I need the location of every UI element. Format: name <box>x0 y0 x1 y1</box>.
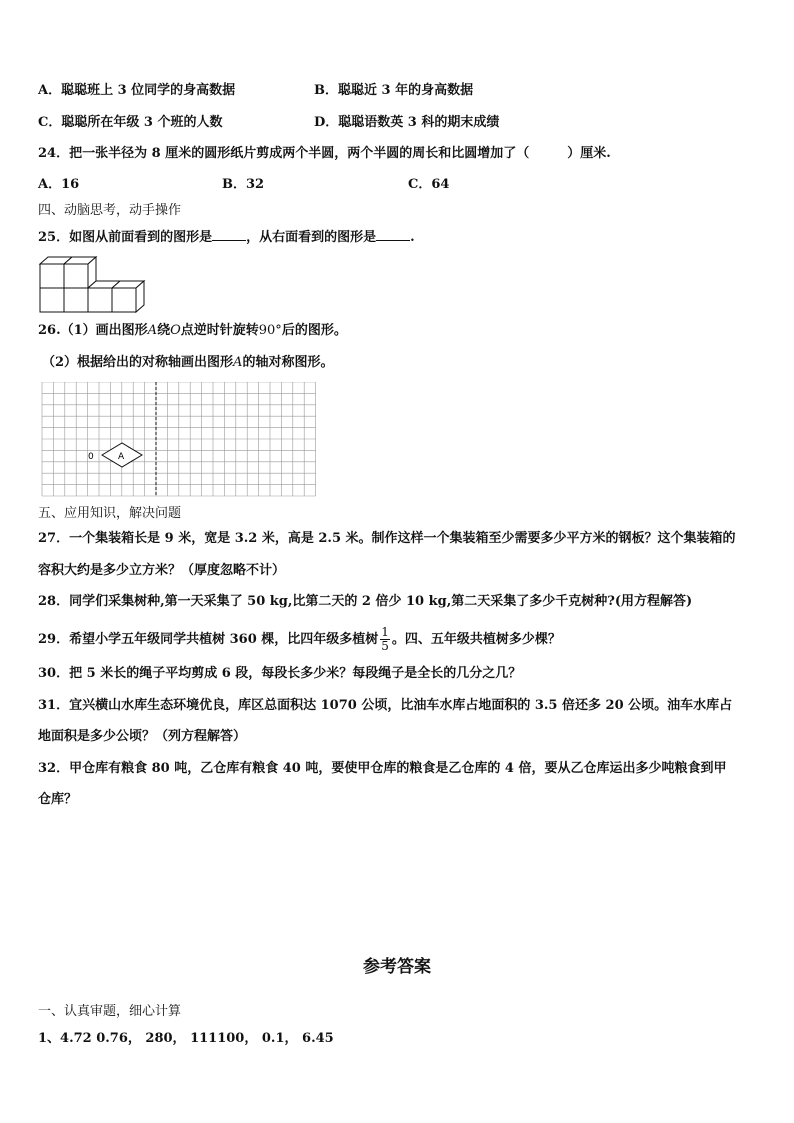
q23-option-d: D．聪聪语数英 3 科的期末成绩 <box>314 115 500 130</box>
q26-text: 点逆时针旋转 <box>180 323 259 338</box>
fraction-denominator: 5 <box>381 639 389 653</box>
cube-figure <box>36 254 152 316</box>
q26-part1 <box>38 322 347 340</box>
q29-part1: 29．希望小学五年级同学共植树 360 棵，比四年级多植树 <box>38 632 379 647</box>
q24-option-a: A．16 <box>38 177 80 192</box>
q32-line1: 32．甲仓库有粮食 80 吨，乙仓库有粮食 40 吨，要使甲仓库的粮食是乙仓库的 4 倍，要从乙仓库运出多少吨粮食到甲 <box>38 761 727 776</box>
grid-point-label: 0 <box>88 452 94 462</box>
q28-question: 28．同学们采集树种,第一天采集了 50 kg,比第二天的 2 倍少 10 kg,第二天采集了多少千克树种?(用方程解答) <box>38 594 693 609</box>
q26-text: （2）根据给出的对称轴画出图形 <box>42 355 234 370</box>
grid-shape-label: A <box>118 452 125 462</box>
fraction-numerator: 1 <box>381 625 389 639</box>
q27-line1: 27．一个集装箱长是 9 米，宽是 3.2 米，高是 2.5 米。制作这样一个集装箱至少需要多少平方米的钢板？这个集装箱的 <box>38 531 736 546</box>
q24-text-after: ）厘米. <box>567 146 611 161</box>
q26-text: 绕 <box>157 323 171 338</box>
q24-question <box>38 145 611 163</box>
q29-part2: 。四、五年级共植树多少棵？ <box>391 632 561 647</box>
q24-text-before: 24．把一张半径为 8 厘米的圆形纸片剪成两个半圆，两个半圆的周长和比圆增加了（ <box>38 146 530 161</box>
q23-option-c: C．聪聪所在年级 3 个班的人数 <box>38 115 223 130</box>
q23-option-a: A．聪聪班上 3 位同学的身高数据 <box>38 83 236 98</box>
q24-option-c: C．64 <box>408 177 450 192</box>
shape-a-label: A <box>147 323 158 338</box>
q25-part1: 25．如图从前面看到的图形是 <box>38 230 213 245</box>
q26-part2 <box>42 354 333 372</box>
fraction <box>380 626 390 653</box>
shape-a-label: A <box>233 355 243 370</box>
q25-part2: ，从右面看到的图形是 <box>246 230 377 245</box>
q26-text: 26.（1）画出图形 <box>38 323 148 338</box>
answers-section-1-heading: 一、认真审题，细心计算 <box>38 1004 182 1019</box>
q27-line2: 容积大约是多少立方米？（厚度忽略不计） <box>38 563 286 578</box>
q25-question <box>38 228 415 247</box>
grid-figure <box>40 382 316 500</box>
angle-value: 90° <box>258 323 282 338</box>
section-4-heading: 四、动脑思考，动手操作 <box>38 203 182 218</box>
q31-line2: 地面积是多少公顷？（列方程解答） <box>38 729 247 744</box>
q32-line2: 仓库？ <box>38 792 78 807</box>
q23-option-b: B．聪聪近 3 年的身高数据 <box>314 83 474 98</box>
q24-option-b: B．32 <box>222 177 265 192</box>
q26-text: 后的图形。 <box>281 323 347 338</box>
q31-line1: 31．宜兴横山水库生态环境优良，库区总面积达 1070 公顷，比油车水库占地面积的 3.5 倍还多 20 公顷。油车水库占 <box>38 698 733 713</box>
q25-part3: . <box>410 230 415 245</box>
q26-text: 的轴对称图形。 <box>242 355 334 370</box>
q29-question <box>38 626 561 653</box>
point-o-label: O <box>170 323 181 338</box>
section-5-heading: 五、应用知识，解决问题 <box>38 506 182 521</box>
answer-blank <box>376 228 410 241</box>
answers-title: 参考答案 <box>363 957 431 977</box>
answer-1: 1、4.72 0.76， 280， 111100， 0.1， 6.45 <box>38 1031 334 1046</box>
answer-blank <box>212 228 246 241</box>
q30-question: 30．把 5 米长的绳子平均剪成 6 段，每段长多少米？每段绳子是全长的几分之几？ <box>38 666 522 681</box>
